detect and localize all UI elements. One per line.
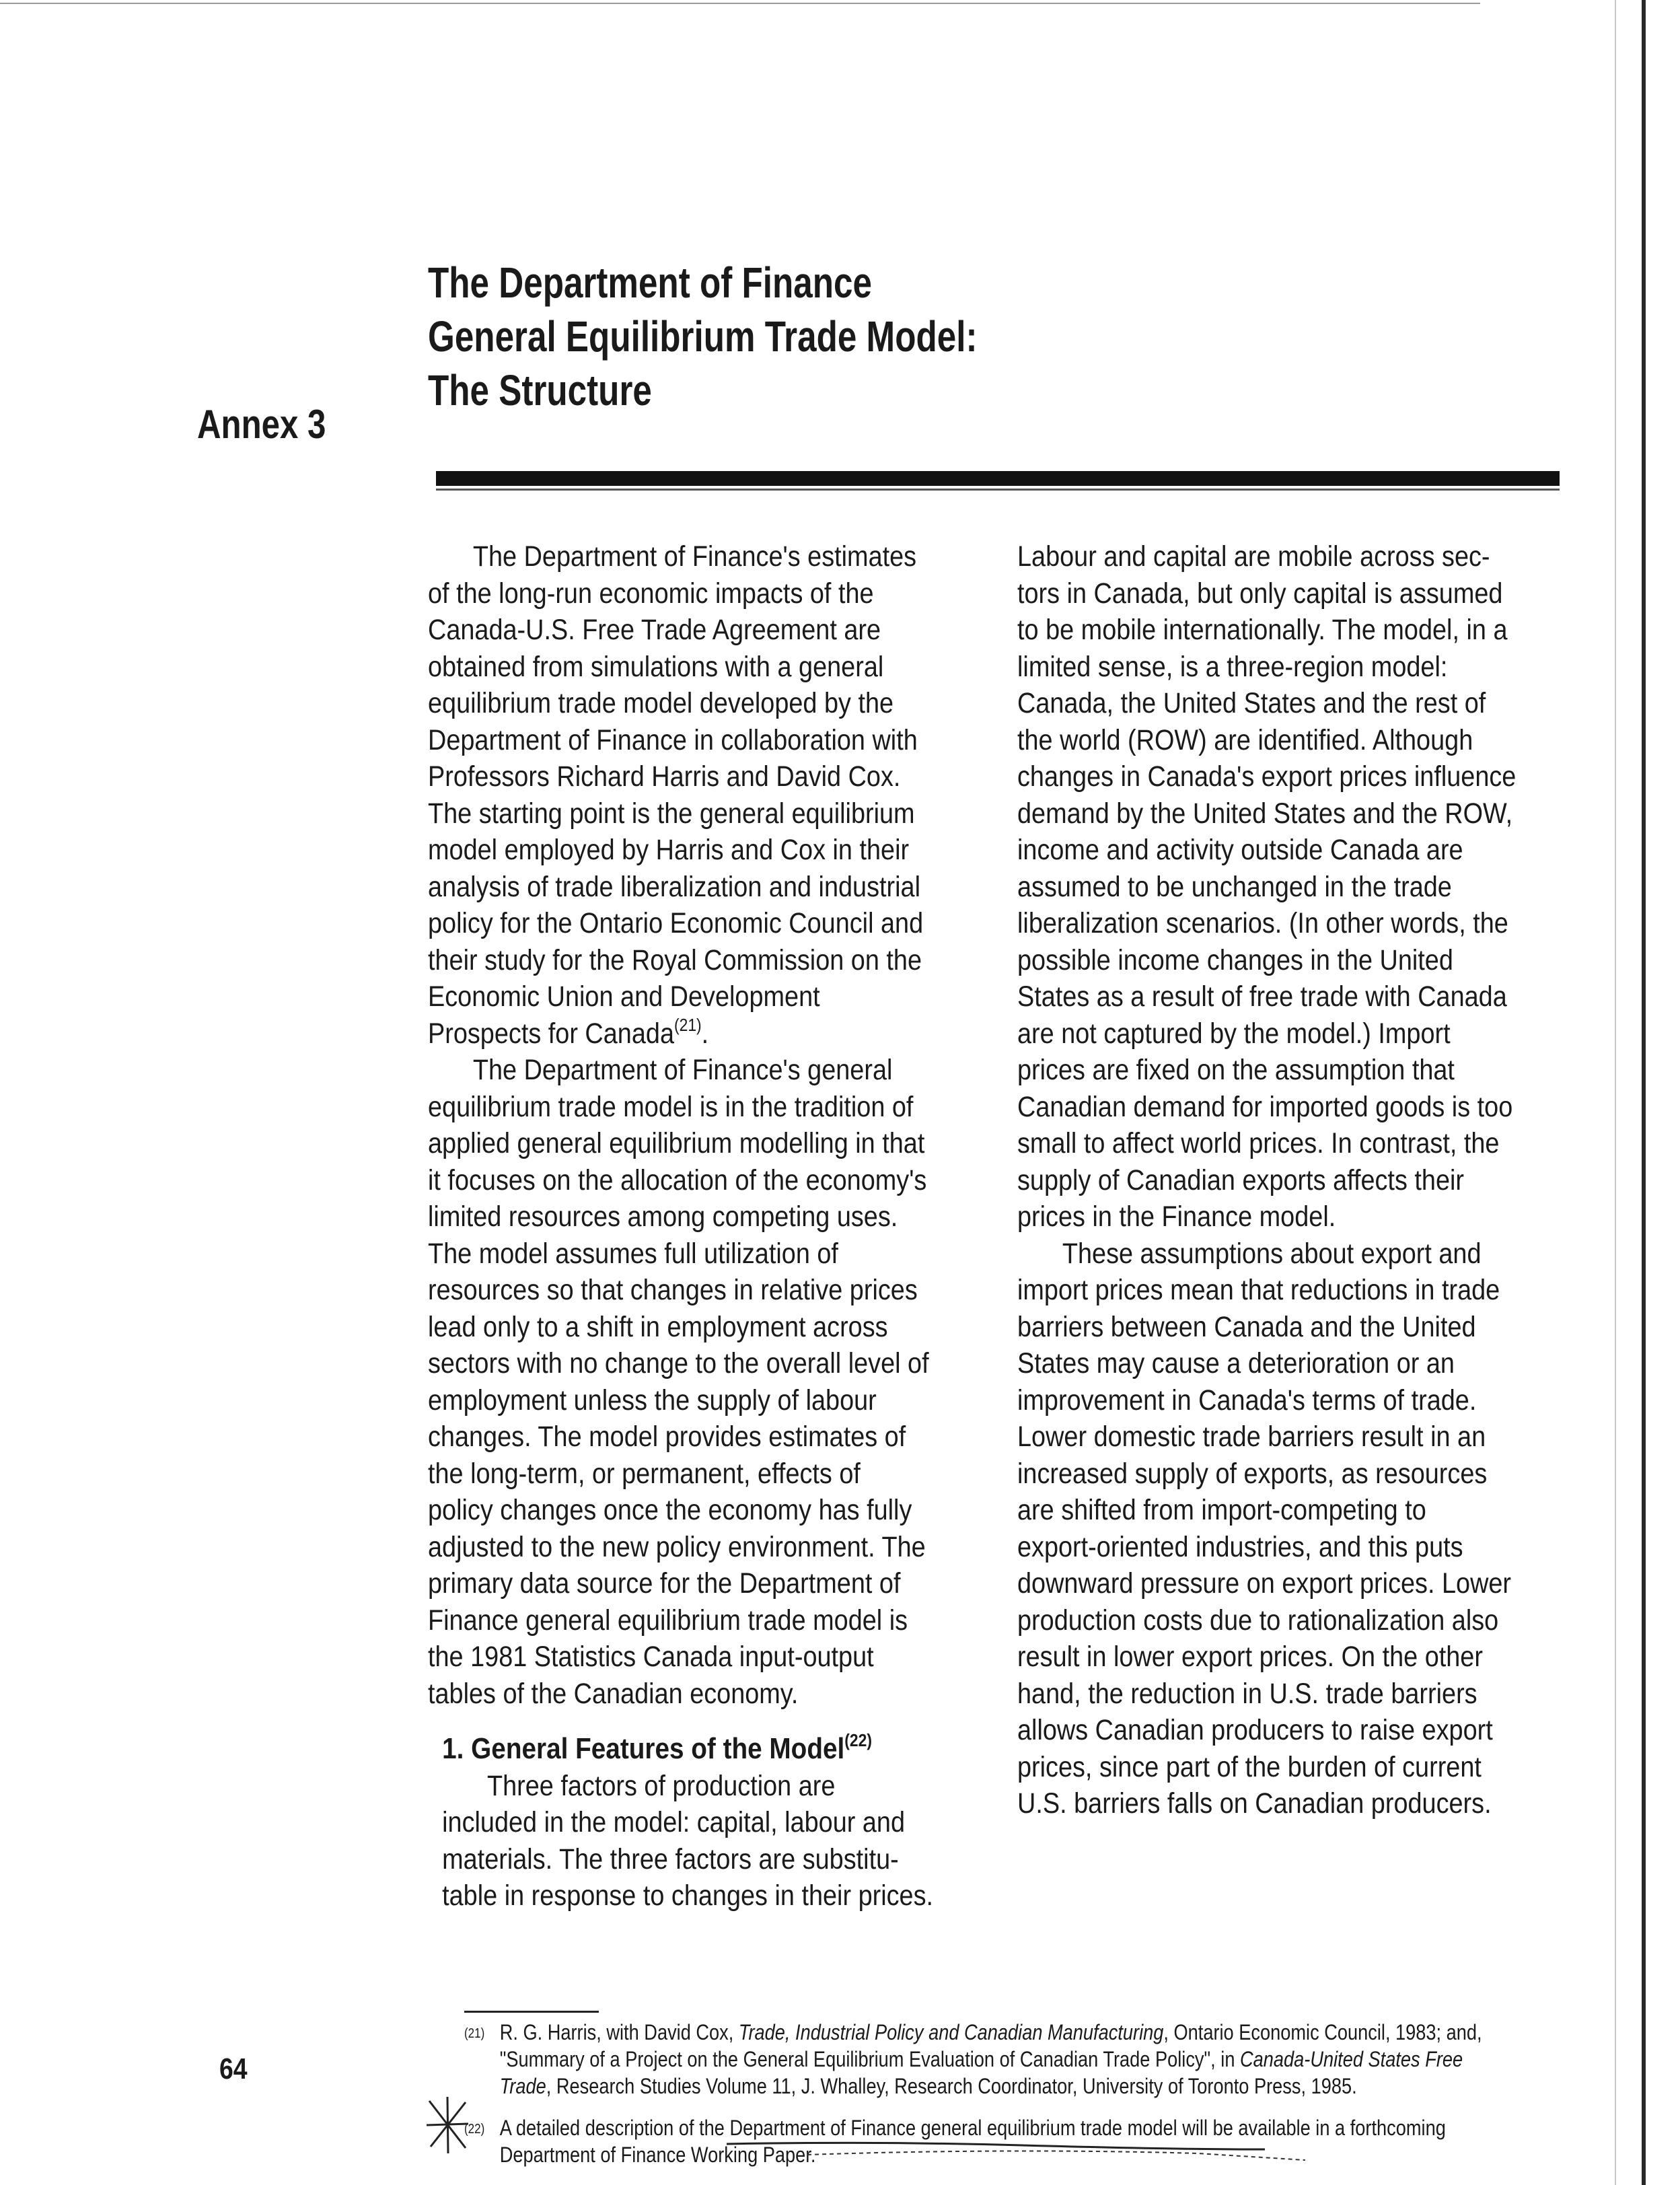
text-line: increased supply of exports, as resources: [1017, 1457, 1488, 1490]
footnote-rule: [464, 2011, 599, 2013]
footnote-21: [464, 2019, 1482, 2100]
title-line: The Department of Finance: [428, 258, 872, 307]
text-line: limited sense, is a three-region model:: [1017, 650, 1448, 683]
text-line: included in the model: capital, labour and: [442, 1806, 906, 1838]
text-line: the 1981 Statistics Canada input-output: [428, 1641, 874, 1673]
text-line: prices in the Finance model.: [1017, 1201, 1336, 1233]
text-line: result in lower export prices. On the other: [1017, 1641, 1483, 1673]
text-fragment: , Ontario Economic Council, 1983; and,: [1163, 2020, 1482, 2044]
text-line: of the long-run economic impacts of the: [428, 577, 874, 610]
scan-edge-right: [1642, 0, 1646, 2185]
scan-edge-right-inner: [1615, 0, 1616, 2185]
text-line: the long-term, or permanent, effects of: [428, 1457, 861, 1490]
text-line: materials. The three factors are substitu-: [442, 1842, 899, 1875]
text-line: production costs due to rationalization also: [1017, 1604, 1499, 1637]
text-line: possible income changes in the United: [1017, 943, 1453, 976]
text-fragment-italic: Trade, Industrial Policy and Canadian Manufacturing: [738, 2020, 1164, 2044]
title-rule-thin: [436, 489, 1560, 491]
text-line: policy changes once the economy has fully: [428, 1494, 912, 1526]
text-line: [428, 1015, 961, 1052]
text-line: assumed to be unchanged in the trade: [1017, 870, 1452, 903]
title-line: General Equilibrium Trade Model:: [428, 312, 978, 361]
text-line: resources so that changes in relative prices: [428, 1274, 918, 1306]
text-line: Labour and capital are mobile across sec-: [1017, 540, 1490, 573]
text-line: barriers between Canada and the United: [1017, 1310, 1476, 1343]
text-fragment: .: [701, 1017, 709, 1050]
text-line: liberalization scenarios. (In other words, the: [1017, 907, 1508, 939]
text-line: tors in Canada, but only capital is assumed: [1017, 577, 1503, 610]
paragraph: [1017, 1235, 1544, 1822]
text-line: Canadian demand for imported goods is too: [1017, 1090, 1513, 1123]
text-fragment: "Summary of a Project on the General Equilibrium Evaluation of Canadian Trade Policy", in: [499, 2047, 1241, 2071]
text-line: lead only to a shift in employment across: [428, 1310, 888, 1343]
text-line: applied general equilibrium modelling in that: [428, 1127, 925, 1159]
text-line: Professors Richard Harris and David Cox.: [428, 760, 901, 793]
handwritten-asterisk-mark: [424, 2094, 471, 2155]
text-line: hand, the reduction in U.S. trade barriers: [1017, 1677, 1477, 1710]
left-column: [428, 538, 961, 1914]
text-line: export-oriented industries, and this puts: [1017, 1530, 1463, 1563]
text-line: changes. The model provides estimates of: [428, 1421, 906, 1453]
text-line: are not captured by the model.) Import: [1017, 1017, 1451, 1050]
paragraph: [428, 1052, 961, 1712]
page-title: [428, 256, 978, 417]
text-line: The model assumes full utilization of: [428, 1237, 838, 1270]
text-line: model employed by Harris and Cox in their: [428, 834, 910, 866]
text-line: table in response to changes in their prices.: [442, 1879, 934, 1912]
text-line: are shifted from import-competing to: [1017, 1494, 1426, 1526]
right-column: [1017, 538, 1544, 1822]
text-fragment-italic: Trade: [499, 2074, 546, 2098]
text-line: Finance general equilibrium trade model is: [428, 1604, 908, 1637]
annex-label: Annex 3: [197, 402, 326, 447]
section-heading: [428, 1731, 961, 1768]
text-line: Canada-U.S. Free Trade Agreement are: [428, 614, 881, 646]
text-line: employment unless the supply of labour: [428, 1384, 877, 1417]
title-line: The Structure: [428, 366, 652, 415]
text-line: allows Canadian producers to raise export: [1017, 1714, 1493, 1746]
text-line: Three factors of production are: [487, 1769, 836, 1802]
section-heading-text: 1. General Features of the Model: [442, 1732, 845, 1765]
text-line: improvement in Canada's terms of trade.: [1017, 1384, 1477, 1417]
handwritten-underline-mark: [727, 2140, 1319, 2167]
text-line: policy for the Ontario Economic Council and: [428, 907, 924, 939]
paragraph: [1017, 538, 1544, 1235]
text-fragment: Prospects for Canada: [428, 1017, 674, 1050]
footnote-line: A detailed description of the Department of Finance general equilibrium trade model will be available in a forthcoming: [499, 2116, 1446, 2140]
text-line: downward pressure on export prices. Lower: [1017, 1567, 1512, 1600]
text-line: import prices mean that reductions in trade: [1017, 1274, 1500, 1306]
text-line: U.S. barriers falls on Canadian producers.: [1017, 1787, 1492, 1820]
text-line: States as a result of free trade with Canada: [1017, 980, 1507, 1013]
text-line: prices, since part of the burden of current: [1017, 1750, 1482, 1783]
footnote-line: Department of Finance Working Paper.: [499, 2143, 816, 2167]
text-line: to be mobile internationally. The model, in a: [1017, 614, 1508, 646]
text-line: analysis of trade liberalization and industrial: [428, 870, 920, 903]
text-line: prices are fixed on the assumption that: [1017, 1054, 1455, 1086]
text-line: adjusted to the new policy environment. The: [428, 1530, 926, 1563]
text-line: Economic Union and Development: [428, 980, 820, 1013]
text-line: their study for the Royal Commission on the: [428, 943, 922, 976]
text-line: primary data source for the Department of: [428, 1567, 901, 1600]
text-line: obtained from simulations with a general: [428, 650, 884, 683]
text-line: it focuses on the allocation of the economy's: [428, 1163, 927, 1196]
text-line: equilibrium trade model is in the tradition of: [428, 1090, 914, 1123]
title-rule: [436, 471, 1560, 486]
footnote-line: [500, 2019, 1482, 2046]
footnote-marker: (22): [464, 2122, 485, 2137]
text-line: small to affect world prices. In contrast, the: [1017, 1127, 1500, 1159]
footnote-ref: (21): [673, 1014, 702, 1035]
text-line: Department of Finance in collaboration with: [428, 723, 918, 756]
text-line: tables of the Canadian economy.: [428, 1677, 799, 1710]
text-line: changes in Canada's export prices influence: [1017, 760, 1517, 793]
footnote-ref: (22): [844, 1730, 872, 1750]
text-line: The starting point is the general equilibrium: [428, 797, 915, 830]
text-line: limited resources among competing uses.: [428, 1201, 898, 1233]
page-number: 64: [219, 2052, 248, 2085]
text-line: The Department of Finance's general: [472, 1054, 893, 1086]
text-line: sectors with no change to the overall level of: [428, 1347, 929, 1380]
text-line: the world (ROW) are identified. Although: [1017, 723, 1473, 756]
text-line: The Department of Finance's estimates: [472, 540, 917, 573]
text-fragment: , Research Studies Volume 11, J. Whalley, Research Coordinator, University of Toronto Press, 1985.: [546, 2074, 1357, 2098]
text-line: These assumptions about export and: [1062, 1237, 1482, 1270]
scan-edge-top: [0, 3, 1480, 4]
text-fragment-italic: Canada-United States Free: [1240, 2047, 1463, 2071]
text-line: demand by the United States and the ROW,: [1017, 797, 1513, 830]
text-line: Lower domestic trade barriers result in an: [1017, 1421, 1486, 1453]
text-line: income and activity outside Canada are: [1017, 834, 1463, 866]
text-line: equilibrium trade model developed by the: [428, 687, 894, 719]
paragraph: [428, 1768, 961, 1914]
footnote-line: [500, 2073, 1482, 2100]
text-line: supply of Canadian exports affects their: [1017, 1163, 1465, 1196]
paragraph: [428, 538, 961, 1052]
footnote-marker: (21): [464, 2026, 485, 2041]
text-fragment: R. G. Harris, with David Cox,: [499, 2020, 739, 2044]
text-line: States may cause a deterioration or an: [1017, 1347, 1455, 1380]
text-line: Canada, the United States and the rest of: [1017, 687, 1486, 719]
footnote-line: [500, 2046, 1482, 2073]
